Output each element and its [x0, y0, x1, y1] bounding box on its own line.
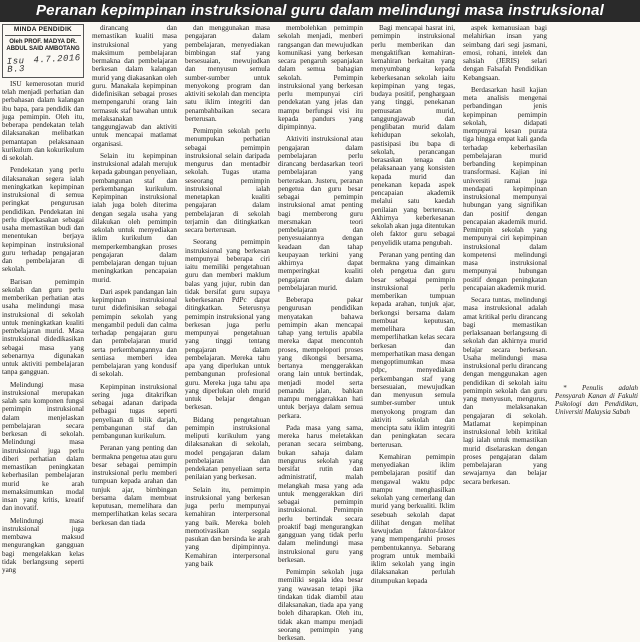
article-title: Peranan kepimpinan instruksional guru dalam melindungi masa instruksional	[35, 2, 605, 19]
column-6	[463, 24, 547, 486]
paragraph: Seorang pemimpin instruksional yang berkesan mempunyai beberapa ciri iaitu memiliki pengetahuan guru dan memberi maklum balas yang jujur, rubin dan tidak bersifat guru supaya keberkesanan PdPc dapat ditingkatkan. Seterusnya pemimpin instruksional yang berkesan juga perlu mempunyai pengetahuan yang tinggi tentang pengajaran dalam pembelajaran. Mereka tahu apa yang diperlukan untuk pembangunan profesional guru. Mereka juga tahu apa yang diperlukan oleh murid untuk belajar dengan berkesan.	[185, 238, 270, 412]
paragraph: Pada masa yang sama, mereka harus meletakkan peranan secara seimbang, bukan sahaja dalam mengurus sekolah yang bersifat rutin dan administratif, malah melangkah masa yang ada untuk menggerakkan diri sebagai pemimpin instruksional. Pemimpin perlu bertindak secara proaktif bagi mengurangkan gangguan yang tidak perlu dalam melindungi masa instruksional guru yang berkesan.	[278, 423, 363, 564]
column-3	[185, 24, 270, 568]
headline-banner	[0, 0, 640, 22]
paragraph: Barisan pemimpin sekolah dan guru perlu memberikan perhatian atas usaha melindungi masa instruksional di sekolah untuk meningkatkan kualiti pembelajaran murid. Masa instruksional didedikasikan sebagai masa yang sebenarnya digunakan untuk aktiviti pembelajaran tanpa gangguan.	[2, 277, 84, 377]
column-2	[92, 24, 177, 527]
paragraph: Pemimpin sekolah juga memiliki segala idea besar yang wawasan tetapi jika tindakan tidak diambil atau dilaksanakan, tiada apa yang boleh diharapkan. Oleh itu, tidak akan mampu menjadi seorang pemimpin yang berkesan.	[278, 568, 363, 642]
byline	[5, 39, 81, 53]
column-name: MINDA PENDIDIK	[5, 26, 81, 36]
handwritten-date: Isu 4.7.2016 B.3	[6, 53, 81, 76]
paragraph: Berdasarkan hasil kajian meta analisis mengenai perbandingan jenis kepimpinan pemimpin sekolah, didapati mempunyai kesan purata tiga hingga empat kali ganda terhadap keberhasilan pembelajaran murid berbanding kepimpinan transformasi. Kajian ini universiti ramai juga mendapati kepimpinan instruksional mempunyai hubungan yang signifikan dan positif dengan pencapaian akademik murid. Pemimpin sekolah yang mempunyai ciri kepimpinan instruksional dalam kompetensi melindungi masa instruksional mempunyai hubungan positif dengan peningkatan pencapaian akademik murid.	[463, 85, 547, 292]
paragraph: Peranan yang penting dan bermakna pengetua atau guru besar sebagai pemimpin instruksional perlu memberi tumpuan kepada arahan dan tunjuk ajar, bimbingan bersama dalam membuat keputusan, memelihara dan memperlihatkan kelas secara berkesan dan tiada	[92, 444, 177, 527]
paragraph: Kemahiran pemimpin menyediakan iklim pembelajaran positif dan mengawal waktu pdpc mampu menghasilkan sekolah yang cemerlang dan murid yang berkualiti. Iklim sesebuah sekolah dapat dilihat dengan melihat kewujudan faktor-faktor yang mempengaruhi proses pembentukannya. Sebarang program untuk membaiki iklim sekolah yang ingin dilaksanakan perlulah ditumpukan kepada	[371, 452, 455, 585]
byline-line-2: ABDUL SAID AMBOTANG	[6, 46, 80, 53]
paragraph: Kepimpinan instruksional sering juga ditakrifkan sebagai adanan daripada pelbagai tugas seperti penyeliaan di bilik darjah, pembangunan staf dan pembangunan kurikulum.	[92, 382, 177, 440]
paragraph: Selain itu, pemimpin instruksional yang berkesan juga perlu mempunyai kemahiran interpersonal yang baik. Mereka boleh memotivasikan segala pasukan dan bersinda ke arah yang dipimpinnya. Kemahiran interpersonal yang baik	[185, 485, 270, 568]
paragraph: Selain itu kepimpinan instruksional adalah merujuk kepada gabungan penyeliaan, pembangunan staf dan perkembangan kurikulum. Kepimpinan instruksional ialah juga boleh diterima dengan segala usaha yang dilakukan oleh pemimpin sekolah untuk menyediakan iklim kurikulum dan memperkembangkan proses pengajaran dalam pembelajaran dengan tujuan meningkatkan pencapaian murid.	[92, 151, 177, 284]
paragraph: membolehkan pemimpin sekolah menjadi, menberi rangsangan dan mewujudkan komunikasi yang berkesan secara pengaruh sepanjakan dalam semua bahagian sekolah. Pemimpin instruksional yang berkesan perlu mempunyai ciri pendekatan yang jelas dan mampu berfungsi visi itu kepada pandurs yang dipimpinnya.	[278, 24, 363, 131]
column-1	[2, 24, 84, 574]
paragraph: dirancang dan memastikan kualiti masa instruksional yang maksimum pembelajaran bermakna dan pembelajaran berkesan dalam kalangan murid yang diakasankan oleh guru. Manakala kepimpinan didefinisikan sebagai proses mempengaruhi orang lain termasuk staf bawahan untuk melaksanakan tanggungjawab dan aktiviti untuk mencapai matlamat organisasi.	[92, 24, 177, 148]
paragraph: Bidang pengetahuan pemimpin instruksional meliputi kurikulum yang dilaksanakan di sekolah, model pengajaran dalam pembelajaran dan pendekatan penyeliaan serta penilaian yang berkesan.	[185, 415, 270, 482]
paragraph: Pendekatan yang perlu dilaksanakan segera ialah meningkatkan kepimpinan instruksional di semua peringkat pengurusan pendidikan. Pendekatan ini perlu diperkasakan sebagai usaha memastikan budi dan menentukan berjaya kepimpinan instruksional guru terhadap pengajaran dan pembelajaran di sekolah.	[2, 166, 84, 274]
paragraph: Pemimpin sekolah perlu menumpukan perhatian sebagai pemimpin instruksional selain daripada mengurus dan mentadbir sekolah. Tugas utama seseorang pemimpin instruksional ialah menetapkan kualiti pengajaran dalam pembelajaran di sekolah terjamin dan ditingkatkan secara berterusan.	[185, 127, 270, 234]
paragraph: Bagi mencapai hasrat ini, pemimpin instruksional perlu memberikan dan mengaktifkan kemahiran-kemahiran berkaitan yang menyumbang kepada keberkesanan sekolah iaitu kepimpinan yang tegas, budaya positif, penghargaan yang tinggi, penekanan pemusatan murid, tanggungjawab dan penglibatan murid dalam kehidupan sekolah, pastisipasi ibu bapa di sekolah, perancangan berasaskan tenaga dan pelaksanaan yang konsisten kepada murid dan penekanan kepada aspek pencapaian akademik melalui satu kaedah penilaian yang berterusan. Akhirnya keberkesanan sekolah akan juga ditentukan oleh faktor guru sebagai penyelidik utama pengubah.	[371, 24, 455, 247]
paragraph: Secara tuntas, melindungi masa instruksional adalah amat kritikal perlu dirancang bagi memastikan perlaksanaan berlangsung di sekolah dan akhirnya murid belajar secara berkesan. Usaha melindungi masa instruksional perlu dirancang dengan menggunakan agen pendidikan di sekolah iaitu pemimpin sekolah dan guru yang menyusun, mengurus, dan melaksanakan pengajaran di sekolah. Matlamat kepimpinan instruksional lebih kritikal lagi ialah untuk memastikan murid diselaraskan dengan proses pengajaran dalam pembelajaran yang sewajarnya dan belajar secara berkesan.	[463, 296, 547, 486]
author-box	[2, 24, 84, 78]
paragraph: Beberapa pakar pengurusan pendidikan menyatakan bahawa pemimpin akan mencapai tahap yang tertulis apabila mereka dapat mencontoh proses, mempelopori proses yang dikongsi bersama, bertanya menggerakkan orang lain untuk bertindak, menjadi model serta pemandu jalan, bahkan mampu menggerakkan hati untuk berjaya dalam semua perkara.	[278, 296, 363, 420]
paragraph: dan menggunakan masa pengajaran dalam pembelajaran, menyediakan bimbingan staf yang bersesuaian, mewujudkan dan menyusun semula sumber-sumber untuk menyokong program dan aktiviti sekolah dan mencipta satu iklim integriti dan penambahbaikan secara berterusan.	[185, 24, 270, 123]
column-5	[371, 24, 455, 585]
article-body	[2, 24, 638, 642]
author-footnote: * Penulis adalah Pensyarah Kanan di Fakulti Psikologi dan Pendidikan, Universiti Malaysia Sabah	[555, 384, 638, 416]
paragraph: Melindungi masa instruksional juga membawa maksud mengurangkan gangguan bagi mengelakkan kelas tidak berlangsung seperti yang	[2, 516, 84, 574]
paragraph: ISU kemerosotan murid telah menjadi perhatian dan perbahasan dalam kalangan ibu bapa, para pendidik dan juga pemimpin. Oleh itu, beberapa pendekatan telah dilaksanakan melibatkan pemantapan pelaksanaan kurikulum dan kokurikulum di sekolah.	[2, 79, 84, 162]
byline-line-1: Oleh PROF. MADYA DR.	[9, 39, 77, 46]
paragraph: Dari aspek pandangan lain kepimpinan instruksional turut didefinisikan sebagai pemimpin sekolah yang mengambil peduli dan calma terhadap pengajaran guru dan pembelajaran murid serta perkembangannya dan sentiasa memberi idea pembelajaran yang kondusif di sekolah.	[92, 287, 177, 379]
column-4	[278, 24, 363, 642]
paragraph: Peranan yang penting dan bermakna yang dimainkan oleh pengetua dan guru besar sebagai pemimpin instruksional perlu memberikan tumpuan kepada arahan, tunjuk ajar, berkongsi bersama dalam membuat keputusan, memelihara dan memperlihatkan kelas secara berkesan dan memperhatikan masa dengan mengoptimumkan masa pdpc, menyediakan perkembangan staf yang bersesuaian, mewujudkan dan menyusun semula sumber-sumber untuk menyokong program dan aktiviti sekolah dan mencipta satu iklim integriti dan peningkatan secara berterusan.	[371, 250, 455, 449]
paragraph: Aktiviti instruksional atau pengajaran dalam pembelajaran perlu dirancang berdasarkan teori pembelajaran yang berteraskan. Justeru, peranan pengetua dan guru besar sebagai pemimpin instruksional amat penting bagi memberong guru mersmakan teori pembelajaran dan penyesuaiannya dengan keadaan dan tahap keupayaan terkini yang akhirnya dapat memperingkat kualiti pengajaran dalam pembelajaran murid.	[278, 135, 363, 292]
paragraph: Melindungi masa instruksional merupakan salah satu komponen fungsi pemimpin instruksional dalam menjelaskan pembelajaran secara berkesan di sekolah. Melindungi masa instruksional juga perlu diberi perhatian dalam memastikan peningkatan keberhasilan pembelajaran murid ke arah memaksimumkan modal insan yang kritis, kreatif dan inovatif.	[2, 380, 84, 513]
column-7	[555, 24, 638, 446]
paragraph: aspek kemanusiaan bagi melahirkan insan yang seimbang dari segi jasmani, emosi, rohani, intelek dan sahsiah (JERIS) selari dengan Falsafah Pendidikan Kebangsaan.	[463, 24, 547, 82]
